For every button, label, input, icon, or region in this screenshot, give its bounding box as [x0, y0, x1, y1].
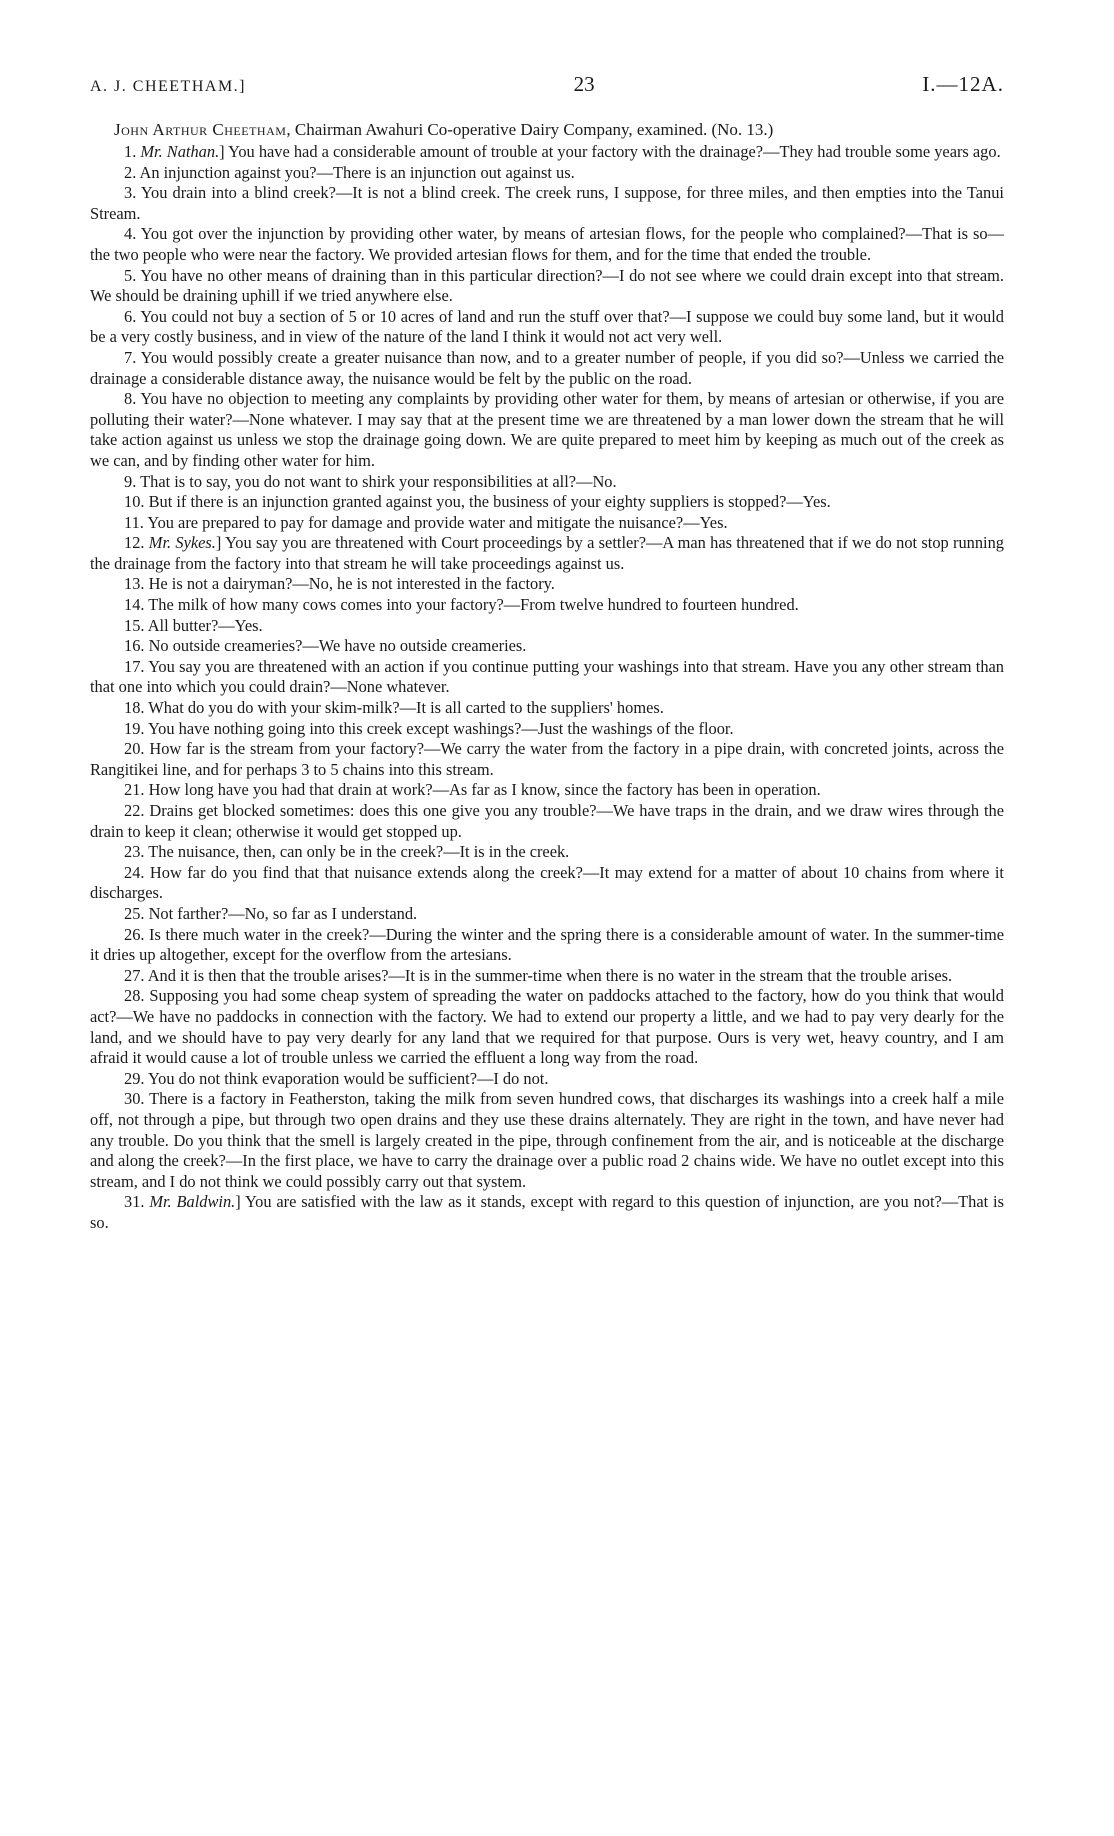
question-number: 17. [124, 656, 149, 676]
question-number: 1. [124, 142, 141, 161]
question-answer-paragraph [90, 163, 1004, 184]
examiner-bracket: ] [215, 533, 222, 553]
question-answer-paragraph [90, 739, 1004, 780]
question-answer-paragraph [90, 657, 1004, 698]
question-answer-text: That is to say, you do not want to shirk your responsibilities at all?—No. [140, 471, 617, 491]
page-number: 23 [573, 72, 595, 96]
question-answer-text: And it is then that the trouble arises?—It is in the summer-time when there is no water in the stream that the trouble arises. [147, 965, 953, 985]
witness-heading [90, 119, 1004, 140]
question-answer-text: You say you are threatened with Court proceedings by a settler?—A man has threatened that if we do not stop running the drainage from the factory into that stream he will take proceedings against us. [90, 533, 1004, 573]
question-answer-text: You are prepared to pay for damage and provide water and mitigate the nuisance?—Yes. [147, 512, 728, 532]
question-number: 29. [124, 1068, 148, 1088]
question-answer-paragraph [90, 595, 1004, 616]
question-number: 12. [124, 533, 149, 553]
examiner-name: Mr. Nathan. [140, 142, 220, 161]
question-answer-text: You drain into a blind creek?—It is not a blind creek. The creek runs, I suppose, for three miles, and then empties into the Tanui Stream. [90, 183, 1004, 223]
question-answer-text: No outside creameries?—We have no outside creameries. [148, 636, 527, 656]
question-answer-paragraph [90, 986, 1004, 1068]
examiner-bracket: ] [219, 142, 225, 161]
question-answer-text: Not farther?—No, so far as I understand. [148, 903, 418, 923]
question-answer-text: How far do you find that that nuisance extends along the creek?—It may extend for a matter of about 10 chains from where it discharges. [90, 862, 1004, 903]
question-answer-text: How far is the stream from your factory?—We carry the water from the factory in a pipe drain, with concreted joints, across the Rangitikei line, and for perhaps 3 to 5 chains into this stream. [90, 739, 1004, 779]
question-number: 23. [124, 842, 149, 862]
question-answer-text: You are satisfied with the law as it stands, except with regard to this question of injunction, are you not?—That is so. [90, 1192, 1004, 1232]
question-answer-paragraph [90, 925, 1004, 966]
question-answer-paragraph [90, 904, 1004, 925]
examiner-name: Mr. Baldwin. [149, 1192, 236, 1212]
question-answer-text: Is there much water in the creek?—During the winter and the spring there is a considerable amount of water. In the summer-time it dries up altogether, except for the overflow from the artesians. [90, 924, 1004, 965]
question-answer-paragraph [90, 966, 1004, 987]
question-answer-text: The nuisance, then, can only be in the creek?—It is in the creek. [148, 842, 570, 862]
question-answer-text: But if there is an injunction granted against you, the business of your eighty suppliers is stopped?—Yes. [148, 492, 831, 512]
question-answer-paragraph [90, 348, 1004, 389]
question-answer-paragraph [90, 266, 1004, 307]
question-answer-text: How long have you had that drain at work?—As far as I know, since the factory has been in operation. [148, 780, 821, 800]
witness-header: A. J. CHEETHAM.] [90, 78, 246, 95]
question-answer-text: You say you are threatened with an action if you continue putting your washings into that stream. Have you any other stream than that one into which you could drain?—None whatever. [90, 656, 1004, 697]
question-number: 10. [124, 492, 149, 512]
question-number: 25. [124, 903, 149, 923]
question-number: 13. [124, 574, 149, 594]
question-number: 11. [124, 512, 148, 532]
question-answer-text: You got over the injunction by providing other water, by means of artesian flows, for the people who complained?—That is so—the two people who were near the factory. We provided artesian flows for them, and for the time that ended the trouble. [90, 224, 1004, 264]
question-number: 28. [124, 986, 150, 1006]
question-answer-paragraph [90, 142, 1004, 163]
question-number: 2. [124, 162, 140, 182]
question-number: 20. [124, 739, 150, 759]
question-number: 19. [124, 718, 148, 738]
question-answer-paragraph [90, 842, 1004, 863]
question-answer-paragraph [90, 616, 1004, 637]
question-number: 5. [124, 265, 141, 285]
question-number: 4. [124, 224, 141, 244]
question-answer-text: You would possibly create a greater nuisance than now, and to a greater number of people, if you did so?—Unless we carried the drainage a considerable distance away, the nuisance would be felt by the public on the road. [90, 347, 1004, 388]
question-answer-paragraph [90, 472, 1004, 493]
evidence-body [90, 142, 1004, 1233]
question-answer-paragraph [90, 780, 1004, 801]
question-answer-paragraph [90, 492, 1004, 513]
question-number: 30. [124, 1089, 150, 1109]
question-answer-text: An injunction against you?—There is an injunction out against us. [139, 162, 575, 182]
question-answer-paragraph [90, 307, 1004, 348]
question-answer-text: You have no objection to meeting any complaints by providing other water for them, by means of artesian or otherwise, if you are polluting their water?—None whatever. I may say that at the present time we are threatened by a man lower down the stream that he will take action against us unless we stop the drainage going down. We are quite prepared to meet him by keeping as much out of the creek as we can, and by finding other water for him. [90, 389, 1004, 470]
question-answer-text: There is a factory in Featherston, taking the milk from seven hundred cows, that discharges its washings into a creek half a mile off, not through a pipe, but through two open drains and they use these drains alternately. They are right in the town, and have never had any trouble. Do you think that the smell is largely created in the pipe, through confinement from the air, and is noticeable at the discharge and along the creek?—In the first place, we have to carry the drainage over a public road 2 chains wide. We have no outlet except into this stream, and I do not think we could possibly carry out that system. [90, 1089, 1004, 1191]
question-answer-paragraph [90, 1192, 1004, 1233]
question-number: 27. [124, 965, 148, 985]
question-answer-text: He is not a dairyman?—No, he is not interested in the factory. [148, 574, 555, 594]
question-number: 21. [124, 780, 149, 800]
question-answer-text: You have nothing going into this creek except washings?—Just the washings of the floor. [147, 718, 734, 738]
question-answer-paragraph [90, 1089, 1004, 1192]
question-number: 9. [124, 471, 141, 491]
question-number: 7. [124, 347, 141, 367]
running-head [90, 72, 1004, 97]
question-answer-paragraph [90, 698, 1004, 719]
question-answer-text: What do you do with your skim-milk?—It is all carted to the suppliers' homes. [148, 698, 664, 718]
question-number: 3. [124, 183, 141, 203]
question-answer-text: Drains get blocked sometimes: does this one give you any trouble?—We have traps in the drain, and we draw wires through the drain to keep it clean; otherwise it would get stopped up. [90, 801, 1004, 841]
question-answer-text: The milk of how many cows comes into your factory?—From twelve hundred to fourteen hundred. [148, 595, 799, 615]
question-answer-paragraph [90, 574, 1004, 595]
question-answer-paragraph [90, 224, 1004, 265]
question-number: 8. [124, 389, 141, 409]
question-answer-text: You do not think evaporation would be sufficient?—I do not. [147, 1068, 549, 1088]
question-number: 6. [124, 306, 141, 326]
question-answer-paragraph [90, 389, 1004, 471]
question-number: 22. [124, 801, 150, 820]
question-answer-paragraph [90, 513, 1004, 534]
question-number: 16. [124, 636, 149, 656]
question-answer-text: All butter?—Yes. [147, 615, 263, 635]
examiner-name: Mr. Sykes. [148, 533, 216, 553]
question-answer-text: You have had a considerable amount of trouble at your factory with the drainage?—They had trouble some years ago. [224, 142, 1001, 161]
question-answer-paragraph [90, 533, 1004, 574]
question-answer-text: You have no other means of draining than in this particular direction?—I do not see where we could drain except into that stream. We should be draining uphill if we tried anywhere else. [90, 265, 1004, 306]
question-answer-paragraph [90, 1069, 1004, 1090]
question-number: 14. [124, 595, 149, 615]
question-answer-paragraph [90, 719, 1004, 740]
question-answer-text: You could not buy a section of 5 or 10 acres of land and run the stuff over that?—I suppose we could buy some land, but it would be a very costly business, and in view of the nature of the land I think it would not act very well. [90, 306, 1004, 347]
question-number: 26. [124, 924, 150, 944]
examiner-bracket: ] [235, 1192, 241, 1212]
question-answer-text: Supposing you had some cheap system of spreading the water on paddocks attached to the factory, how do you think that would act?—We have no paddocks in connection with the factory. We had to extend our property a little, and we had to pay very dearly for the land, and we should have to pay very dearly for any land that we required for that purpose. Ours is very wet, heavy country, and I am afraid it would cause a lot of trouble unless we carried the effluent a long way from the road. [90, 986, 1004, 1068]
question-answer-paragraph [90, 636, 1004, 657]
paper-reference: I.—12A. [922, 72, 1004, 96]
question-number: 24. [124, 862, 150, 882]
question-answer-paragraph [90, 863, 1004, 904]
witness-description: , Chairman Awahuri Co-operative Dairy Company, examined. (No. 13.) [286, 120, 774, 139]
question-answer-paragraph [90, 183, 1004, 224]
witness-name: John Arthur Cheetham [114, 120, 287, 139]
question-number: 18. [124, 698, 149, 718]
question-number: 15. [124, 615, 148, 635]
question-number: 31. [124, 1192, 150, 1212]
question-answer-paragraph [90, 801, 1004, 842]
